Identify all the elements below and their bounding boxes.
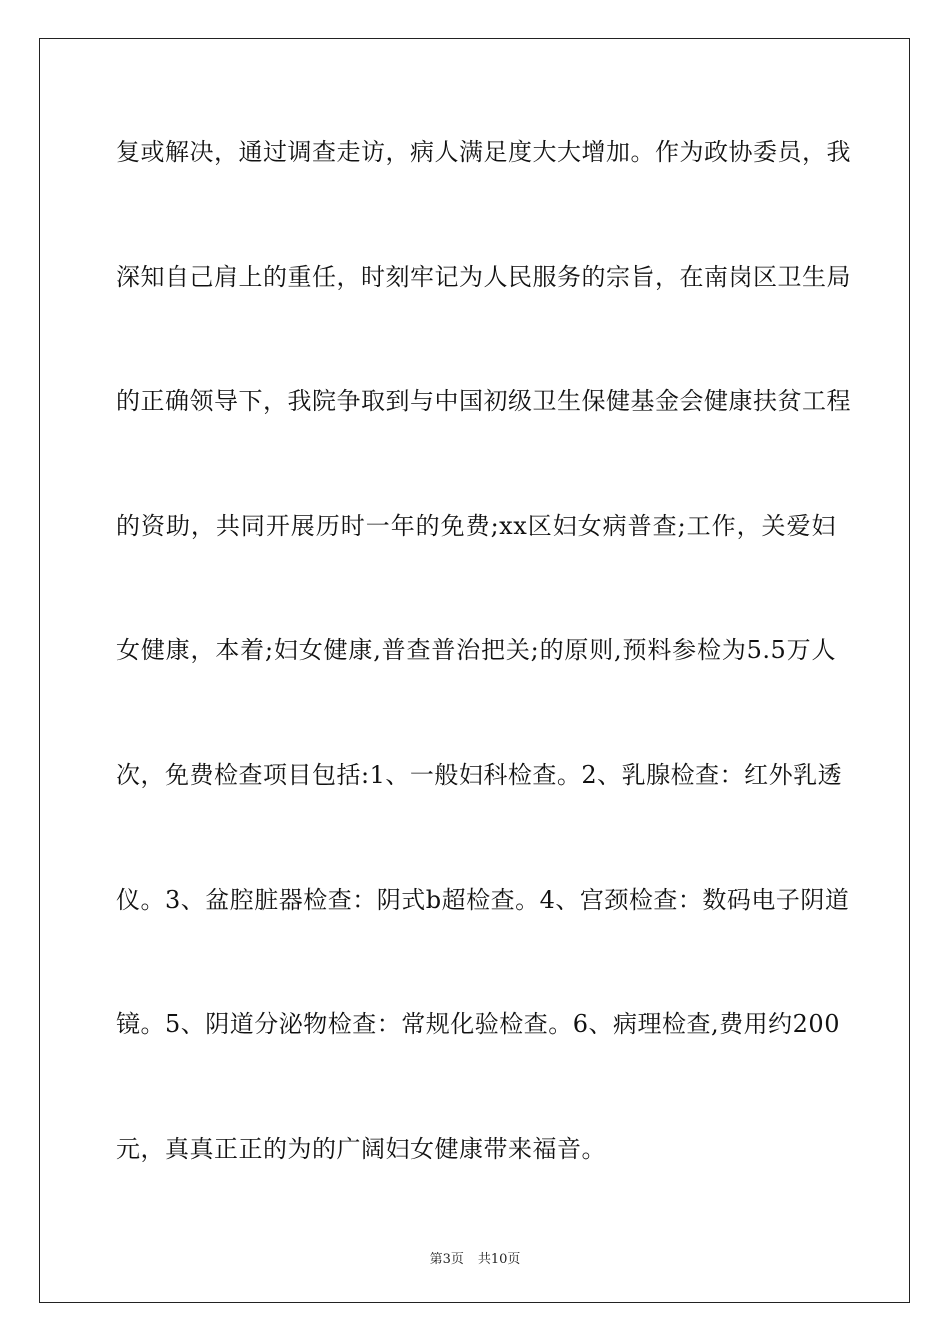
text-line: 仪。3、盆腔脏器检查：阴式b超检查。4、宫颈检查：数码电子阴道	[116, 885, 850, 914]
text-line: 元，真真正正的为的广阔妇女健康带来福音。	[116, 1134, 606, 1163]
text-line: 的正确领导下，我院争取到与中国初级卫生保健基金会健康扶贫工程	[116, 387, 851, 416]
document-body	[116, 132, 851, 1253]
text-line: 深知自己肩上的重任，时刻牢记为人民服务的宗旨，在南岗区卫生局	[116, 262, 851, 291]
text-line: 女健康，本着;妇女健康,普查普治把关;的原则,预料参检为5.5万人	[116, 636, 836, 665]
text-line: 次，免费检查项目包括:1、一般妇科检查。2、乳腺检查：红外乳透	[116, 760, 843, 789]
page-footer	[0, 1248, 950, 1267]
text-line: 的资助，共同开展历时一年的免费;xx区妇女病普查;工作，关爱妇	[116, 511, 836, 540]
page-total: 共10页	[477, 1252, 521, 1267]
page-number: 第3页	[429, 1252, 464, 1267]
text-line: 复或解决，通过调查走访，病人满足度大大增加。作为政协委员，我	[116, 138, 851, 166]
text-line: 镜。5、阴道分泌物检查：常规化验检查。6、病理检查,费用约200	[116, 1010, 840, 1039]
